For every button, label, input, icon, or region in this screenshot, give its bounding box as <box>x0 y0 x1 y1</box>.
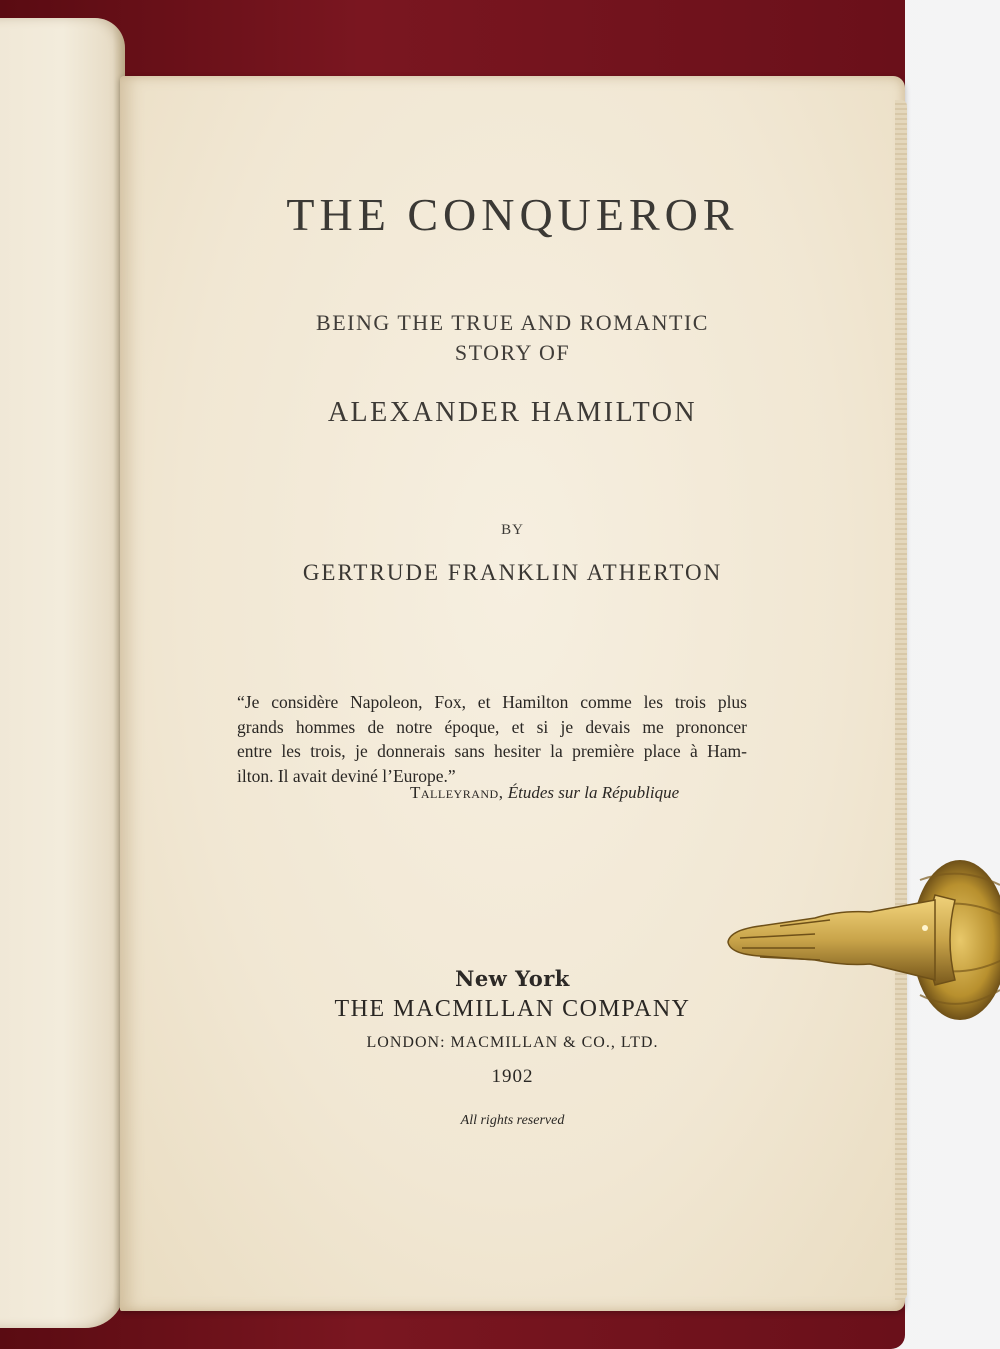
epigraph <box>237 690 747 788</box>
imprint-london: LONDON: MACMILLAN & CO., LTD. <box>366 1034 659 1051</box>
epigraph-line: entre les trois, je donnerais sans hesiter la première place à Ham- <box>237 741 747 761</box>
subtitle-line-2: STORY OF <box>454 340 571 365</box>
by-line: BY <box>501 522 524 538</box>
brass-hand-clip-icon <box>720 860 1000 1020</box>
left-page <box>0 18 125 1328</box>
subtitle-line-1: BEING THE TRUE AND ROMANTIC <box>316 310 709 335</box>
imprint-year: 1902 <box>491 1066 534 1087</box>
epigraph-attribution <box>410 783 679 803</box>
epigraph-line: ilton. Il avait deviné l’Europe.” <box>237 765 456 786</box>
imprint-place: New York <box>455 966 570 991</box>
attribution-work: Études sur la République <box>507 783 680 802</box>
epigraph-line: “Je considère Napoleon, Fox, et Hamilton comme les trois plus <box>237 692 747 712</box>
imprint-rights: All rights reserved <box>460 1113 565 1128</box>
epigraph-line: grands hommes de notre époque, et si je devais me prononcer <box>237 716 747 737</box>
imprint-publisher: THE MACMILLAN COMPANY <box>334 996 691 1022</box>
attribution-name: Talleyrand, <box>410 783 504 802</box>
author-name: GERTRUDE FRANKLIN ATHERTON <box>302 560 723 585</box>
subject-name: ALEXANDER HAMILTON <box>327 397 698 428</box>
book-title: THE CONQUEROR <box>286 189 739 240</box>
